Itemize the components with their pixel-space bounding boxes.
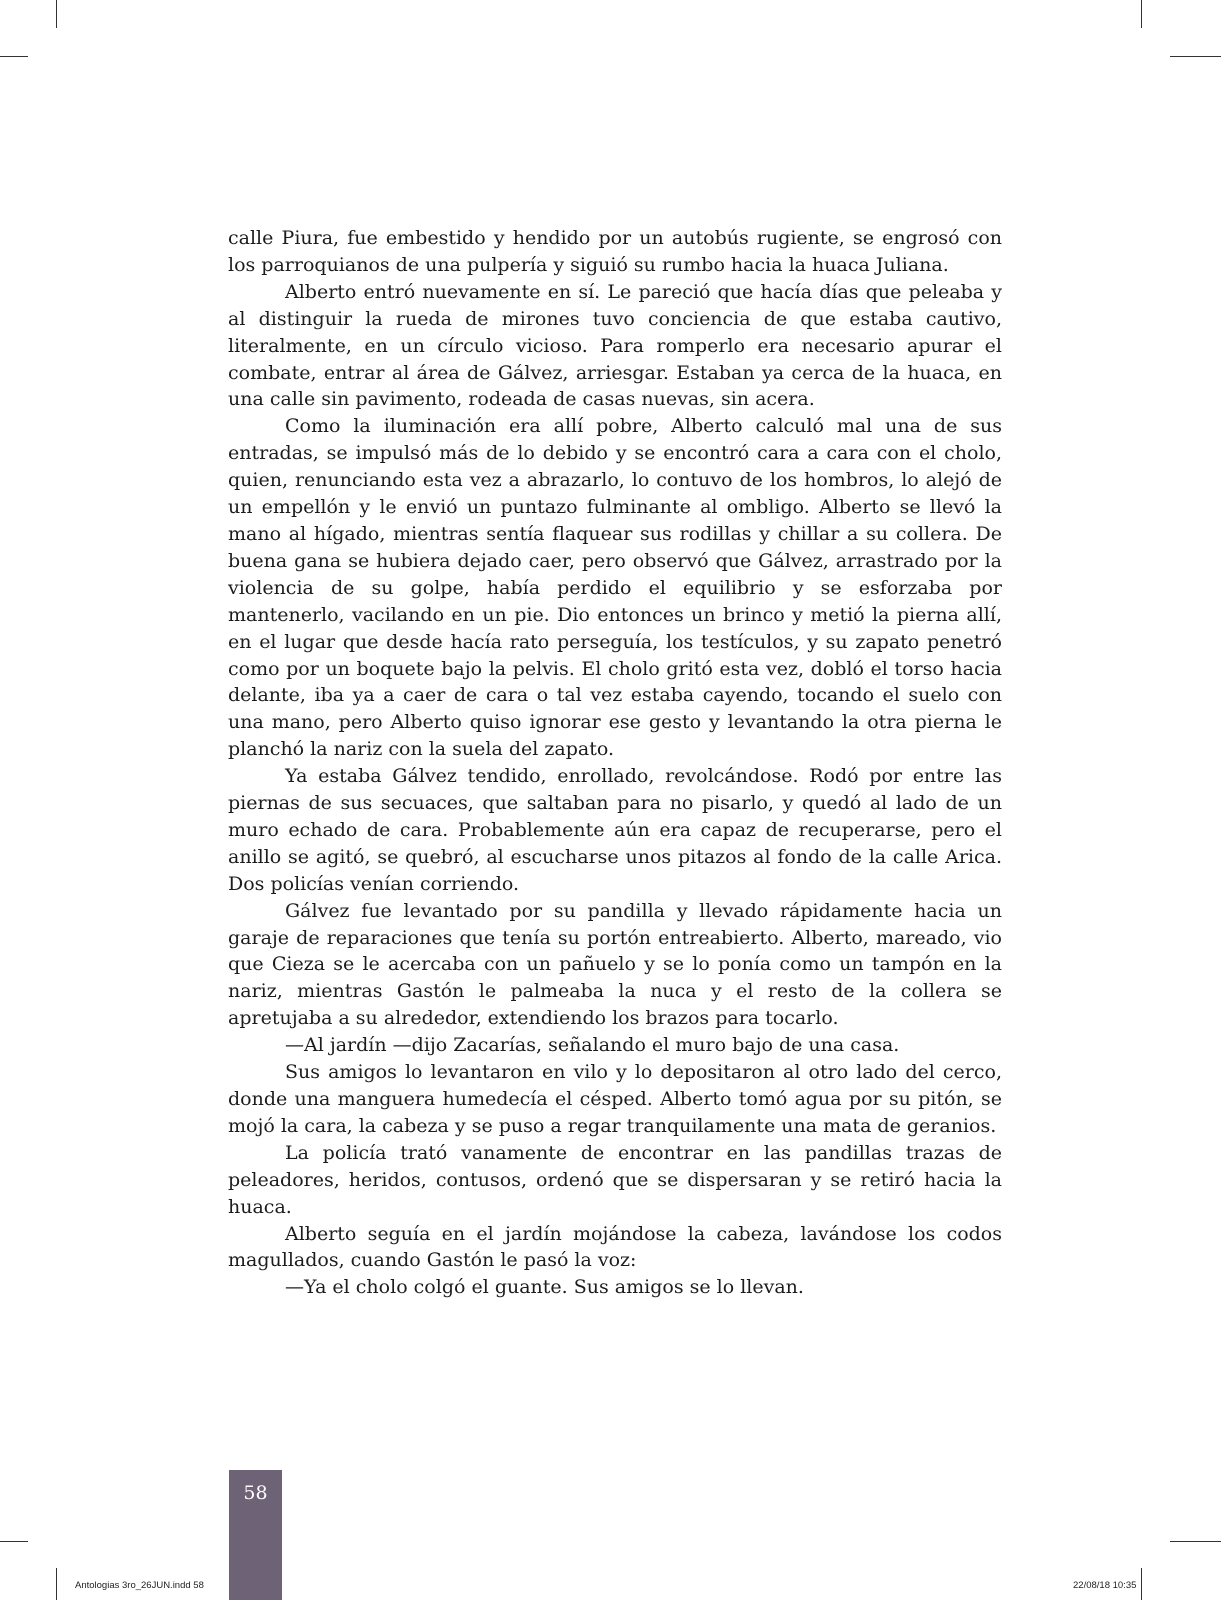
paragraph: —Al jardín —dijo Zacarías, señalando el muro bajo de una casa. bbox=[285, 1034, 900, 1057]
crop-mark-top-right bbox=[1141, 0, 1142, 28]
crop-mark-right-bottom bbox=[1170, 1541, 1221, 1542]
crop-mark-top-left bbox=[56, 0, 57, 28]
crop-mark-left-bottom bbox=[0, 1541, 28, 1542]
paragraph: La policía trató vanamente de encontrar en las pandillas trazas de peleadores, heridos, contusos, ordenó que se dispersaran y se retiró hacia la huaca. bbox=[228, 1141, 1002, 1218]
paragraph: Sus amigos lo levantaron en vilo y lo depositaron al otro lado del cerco, donde una manguera humedecía el césped. Alberto tomó agua por su pitón, se mojó la cara, la cabeza y se puso a regar tranquilamente una mata de geranios. bbox=[228, 1061, 1002, 1137]
paragraph: —Ya el cholo colgó el guante. Sus amigos se lo llevan. bbox=[285, 1276, 804, 1299]
crop-mark-bottom-right bbox=[1141, 1568, 1142, 1600]
paragraph: Alberto seguía en el jardín mojándose la cabeza, lavándose los codos magullados, cuando Gastón le pasó la voz: bbox=[228, 1222, 1002, 1272]
slug-filename: Antologias 3ro_26JUN.indd 58 bbox=[75, 1580, 204, 1591]
page-number-tab bbox=[229, 1470, 282, 1600]
crop-mark-left-top bbox=[0, 56, 28, 57]
crop-mark-bottom-left bbox=[56, 1568, 57, 1600]
paragraph: Como la iluminación era allí pobre, Alberto calculó mal una de sus entradas, se impulsó más de lo debido y se encontró cara a cara con el cholo, quien, renunciando esta vez a abrazarlo, lo contuvo de los hombros, lo alejó de un empellón y le envió un puntazo fulminante al ombligo. Alberto se llevó la mano al hígado, mientras sentía flaquear sus rodillas y chillar a su collera. De buena gana se hubiera dejado caer, pero observó que Gálvez, arrastrado por la violencia de su golpe, había perdido el equilibrio y se esforzaba por mantenerlo, vacilando en un pie. Dio entonces un brinco y metió la pierna allí, en el lugar que desde hacía rato perseguía, los testículos, y su zapato penetró como por un boquete bajo la pelvis. El cholo gritó esta vez, dobló el torso hacia delante, iba ya a caer de cara o tal vez estaba cayendo, tocando el suelo con una mano, pero Alberto quiso ignorar ese gesto y levantando la otra pierna le planchó la nariz con la suela del zapato. bbox=[228, 415, 1002, 761]
slug-datetime: 22/08/18 10:35 bbox=[1073, 1580, 1137, 1591]
paragraph: calle Piura, fue embestido y hendido por un autobús rugiente, se engrosó con los parroquianos de una pulpería y siguió su rumbo hacia la huaca Juliana. bbox=[228, 227, 1002, 276]
paragraph: Alberto entró nuevamente en sí. Le pareció que hacía días que peleaba y al distinguir la rueda de mirones tuvo conciencia de que estaba cautivo, literalmente, en un círculo vicioso. Para romperlo era necesario apurar el combate, entrar al área de Gálvez, arriesgar. Estaban ya cerca de la huaca, en una calle sin pavimento, rodeada de casas nuevas, sin acera. bbox=[228, 280, 1002, 411]
paragraph: Ya estaba Gálvez tendido, enrollado, revolcándose. Rodó por entre las piernas de sus secuaces, que saltaban para no pisarlo, y quedó al lado de un muro echado de cara. Probablemente aún era capaz de recuperarse, pero el anillo se agitó, se quebró, al escucharse unos pitazos al fondo de la calle Arica. Dos policías venían corriendo. bbox=[228, 765, 1002, 895]
body-text bbox=[228, 225, 1002, 1301]
crop-mark-right-top bbox=[1170, 56, 1221, 57]
paragraph: Gálvez fue levantado por su pandilla y llevado rápidamente hacia un garaje de reparaciones que tenía su portón entreabierto. Alberto, mareado, vio que Cieza se le acercaba con un pañuelo y se lo ponía como un tampón en la nariz, mientras Gastón le palmeaba la nuca y el resto de la collera se apretujaba a su alrededor, extendiendo los brazos para tocarlo. bbox=[228, 899, 1002, 1030]
page-number: 58 bbox=[243, 1482, 268, 1504]
